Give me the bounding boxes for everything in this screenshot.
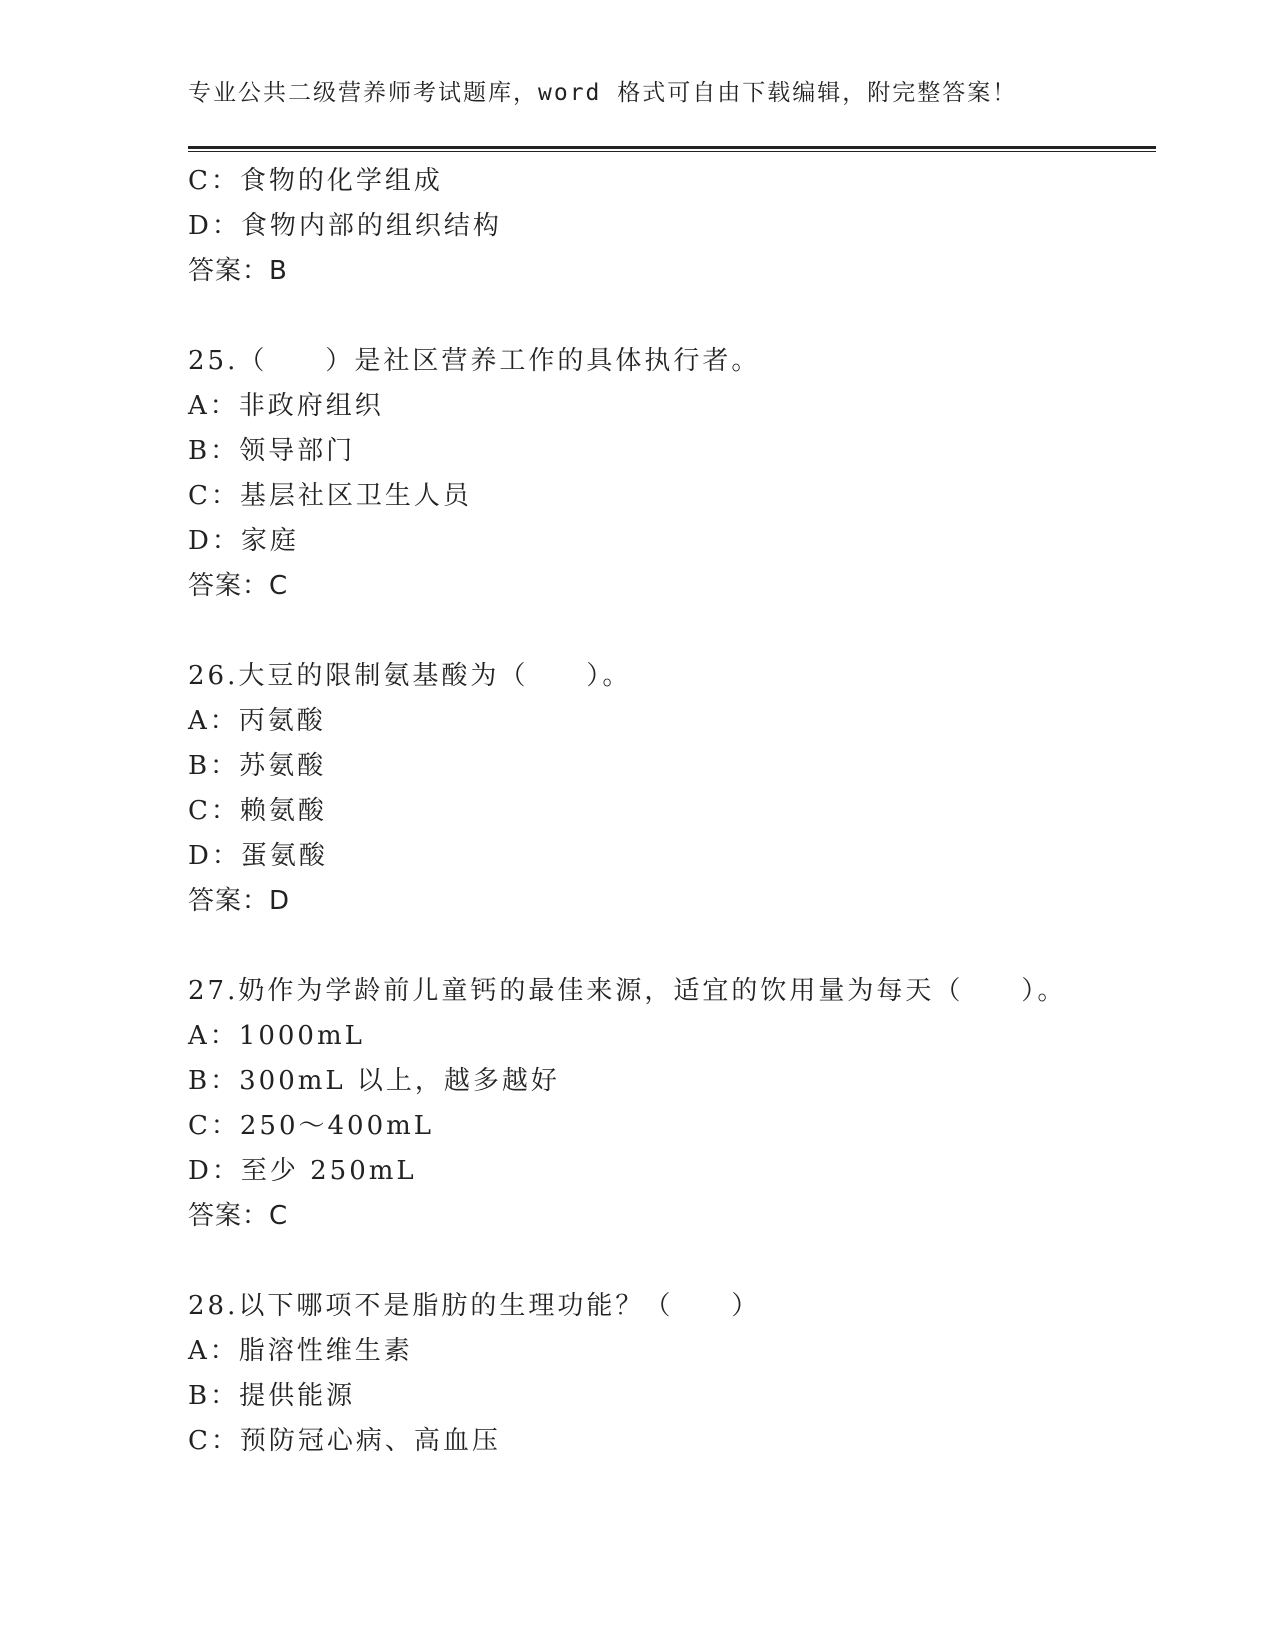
option-a: A：丙氨酸 [188, 706, 326, 736]
question-stem: 25.（ ）是社区营养工作的具体执行者。 [188, 346, 761, 376]
answer: 答案：C [188, 571, 289, 601]
option-c: C：预防冠心病、高血压 [188, 1426, 501, 1456]
option-c: C：食物的化学组成 [188, 166, 443, 196]
question-stem: 26.大豆的限制氨基酸为（ ）。 [188, 661, 632, 691]
answer: 答案：D [188, 886, 291, 916]
option-c: C：赖氨酸 [188, 796, 327, 826]
option-b: B：领导部门 [188, 436, 356, 466]
option-d: D：食物内部的组织结构 [188, 211, 502, 241]
option-d: D：至少 250mL [188, 1156, 417, 1186]
option-a: A：脂溶性维生素 [188, 1336, 413, 1366]
option-d: D：蛋氨酸 [188, 841, 328, 871]
header-rule-thin [188, 151, 1156, 152]
option-b: B：苏氨酸 [188, 751, 327, 781]
option-c: C：基层社区卫生人员 [188, 481, 472, 511]
option-c: C：250～400mL [188, 1111, 435, 1141]
option-d: D：家庭 [188, 526, 299, 556]
page-header: 专业公共二级营养师考试题库，word 格式可自由下载编辑，附完整答案！ [188, 80, 1018, 106]
question-stem: 27.奶作为学龄前儿童钙的最佳来源，适宜的饮用量为每天（ ）。 [188, 976, 1067, 1006]
answer: 答案：B [188, 256, 288, 286]
option-a: A：非政府组织 [188, 391, 384, 421]
option-b: B：300mL 以上，越多越好 [188, 1066, 560, 1096]
option-a: A：1000mL [188, 1021, 365, 1051]
option-b: B：提供能源 [188, 1381, 356, 1411]
answer: 答案：C [188, 1201, 289, 1231]
question-stem: 28.以下哪项不是脂肪的生理功能？（ ） [188, 1291, 761, 1321]
header-rule-thick [188, 146, 1156, 149]
